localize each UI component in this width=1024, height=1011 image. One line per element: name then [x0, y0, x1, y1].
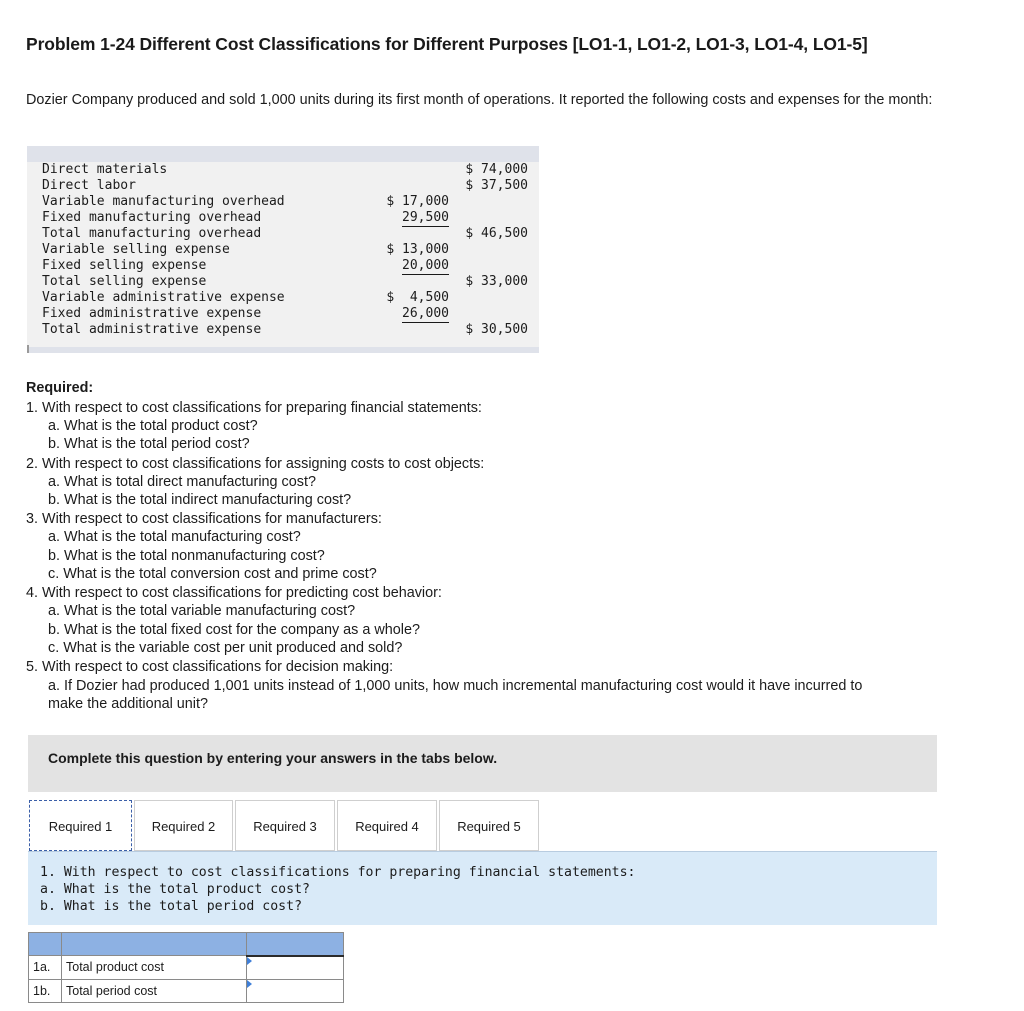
answer-number: 1a.	[29, 956, 62, 980]
answer-number: 1b.	[29, 979, 62, 1002]
answer-cell	[247, 979, 344, 1002]
required-line: a. What is total direct manufacturing cost?	[48, 474, 316, 490]
total-period-cost-input[interactable]	[247, 980, 343, 1002]
cost-amount: 26,000	[402, 306, 449, 321]
cost-row	[27, 162, 539, 178]
cost-row	[27, 226, 539, 242]
required-line: c. What is the total conversion cost and prime cost?	[48, 566, 377, 582]
required-line: b. What is the total fixed cost for the company as a whole?	[48, 622, 420, 638]
cost-label: Variable administrative expense	[42, 290, 285, 305]
instructions-band	[28, 735, 937, 792]
answer-row	[29, 956, 344, 980]
answer-cell	[247, 956, 344, 980]
answer-label: Total period cost	[62, 979, 247, 1002]
required-line: 1. With respect to cost classifications for preparing financial statements:	[26, 400, 482, 416]
tab-content-line: a. What is the total product cost?	[40, 882, 310, 897]
total-product-cost-input[interactable]	[247, 957, 343, 979]
required-line: c. What is the variable cost per unit produced and sold?	[48, 640, 403, 656]
cost-amount: $ 13,000	[386, 242, 449, 257]
page-title: Problem 1-24 Different Cost Classifications for Different Purposes [LO1-1, LO1-2, LO1-3, LO1-4, LO1-5]	[26, 34, 868, 54]
cost-row	[27, 194, 539, 210]
cost-row	[27, 210, 539, 226]
cost-table	[27, 146, 539, 353]
cost-row	[27, 258, 539, 274]
answer-row	[29, 979, 344, 1002]
required-line: a. What is the total product cost?	[48, 418, 258, 434]
cost-label: Fixed administrative expense	[42, 306, 262, 321]
header-cell	[247, 933, 344, 956]
cost-total: $ 74,000	[465, 162, 528, 177]
table-bottom-bar	[27, 347, 539, 353]
instructions-text: Complete this question by entering your answers in the tabs below.	[48, 750, 498, 766]
cost-label: Total selling expense	[42, 274, 207, 289]
cost-label: Variable manufacturing overhead	[42, 194, 285, 209]
cost-total: $ 33,000	[465, 274, 528, 289]
answer-header-row	[29, 933, 344, 956]
header-cell	[29, 933, 62, 956]
cost-label: Direct materials	[42, 162, 168, 177]
cost-amount: $ 4,500	[386, 290, 449, 305]
answer-label: Total product cost	[62, 956, 247, 980]
cost-row	[27, 178, 539, 194]
required-line: make the additional unit?	[48, 696, 209, 712]
cost-label: Variable selling expense	[42, 242, 230, 257]
tab-required-1[interactable]: Required 1	[29, 800, 132, 851]
cost-amount: 29,500	[402, 210, 449, 225]
input-marker-icon	[247, 980, 252, 988]
cost-label: Total manufacturing overhead	[42, 226, 262, 241]
tab-required-5[interactable]: Required 5	[439, 800, 539, 851]
required-line: a. What is the total manufacturing cost?	[48, 529, 301, 545]
header-cell	[62, 933, 247, 956]
tab-required-3[interactable]: Required 3	[235, 800, 335, 851]
cost-row	[27, 322, 539, 338]
cost-row	[27, 306, 539, 322]
cost-total: $ 37,500	[465, 178, 528, 193]
tab-required-4[interactable]: Required 4	[337, 800, 437, 851]
required-heading: Required:	[26, 380, 94, 396]
tab-content-line: 1. With respect to cost classifications for preparing financial statements:	[40, 865, 636, 880]
tab-required-2[interactable]: Required 2	[134, 800, 233, 851]
input-marker-icon	[247, 957, 252, 965]
cost-row	[27, 242, 539, 258]
tab-content-panel	[28, 851, 937, 925]
cost-label: Total administrative expense	[42, 322, 262, 337]
required-line: 4. With respect to cost classifications for predicting cost behavior:	[26, 585, 442, 601]
answer-table	[28, 932, 344, 1003]
cost-amount: 20,000	[402, 258, 449, 273]
tab-content-line: b. What is the total period cost?	[40, 899, 303, 914]
cost-label: Fixed selling expense	[42, 258, 207, 273]
cost-row	[27, 274, 539, 290]
required-line: b. What is the total period cost?	[48, 436, 250, 452]
cost-amount: $ 17,000	[386, 194, 449, 209]
intro-text: Dozier Company produced and sold 1,000 units during its first month of operations. It reported the following costs and expenses for the month:	[26, 92, 933, 108]
cost-total: $ 30,500	[465, 322, 528, 337]
cost-label: Fixed manufacturing overhead	[42, 210, 262, 225]
required-line: b. What is the total indirect manufacturing cost?	[48, 492, 352, 508]
table-edge	[27, 345, 29, 353]
required-line: 3. With respect to cost classifications for manufacturers:	[26, 511, 382, 527]
cost-total: $ 46,500	[465, 226, 528, 241]
required-line: b. What is the total nonmanufacturing cost?	[48, 548, 325, 564]
required-line: 5. With respect to cost classifications for decision making:	[26, 659, 394, 675]
required-line: a. What is the total variable manufacturing cost?	[48, 603, 356, 619]
required-line: 2. With respect to cost classifications for assigning costs to cost objects:	[26, 456, 485, 472]
cost-label: Direct labor	[42, 178, 136, 193]
required-line: a. If Dozier had produced 1,001 units instead of 1,000 units, how much incremental manufacturing cost would it have incurred to	[48, 678, 863, 694]
cost-row	[27, 290, 539, 306]
